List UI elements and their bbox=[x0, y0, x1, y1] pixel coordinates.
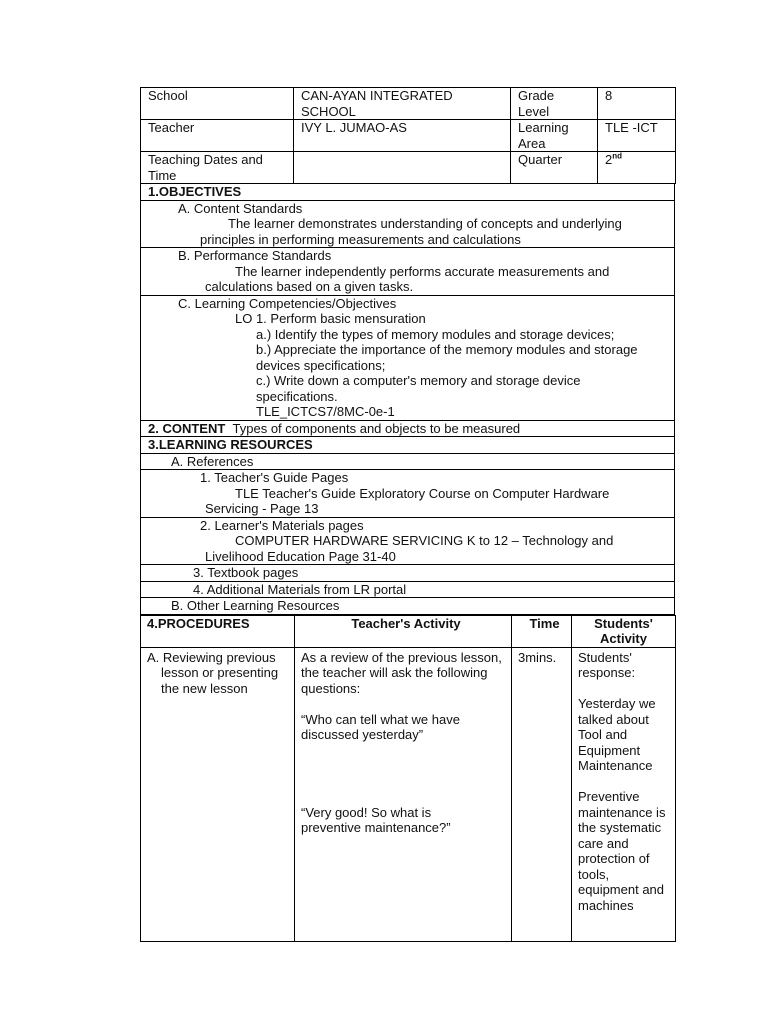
teacher-activity-intro: As a review of the previous lesson, the teacher will ask the following questions: bbox=[301, 649, 502, 696]
procedures-header-row bbox=[141, 615, 676, 647]
student-answer-1: Yesterday we talked about Tool and Equipment Maintenance bbox=[578, 696, 656, 773]
teachers-guide-cell bbox=[141, 470, 675, 518]
teachers-activity-heading: Teacher's Activity bbox=[295, 615, 512, 647]
other-resources: B. Other Learning Resources bbox=[141, 598, 675, 615]
objective-item-c: c.) Write down a computer's memory and storage device specifications. bbox=[256, 373, 581, 404]
procedure-a-label: A. Reviewing previous lesson or presenting the new lesson bbox=[147, 649, 279, 696]
learners-materials-text-2: Livelihood Education Page 31-40 bbox=[205, 548, 396, 564]
student-activity-cell bbox=[572, 647, 676, 941]
references-label: A. References bbox=[141, 453, 675, 470]
objectives-heading: 1.OBJECTIVES bbox=[141, 184, 675, 200]
competencies-cell bbox=[141, 295, 675, 420]
learners-materials-text-1: COMPUTER HARDWARE SERVICING K to 12 – Technology and bbox=[235, 533, 614, 548]
dates-value bbox=[294, 152, 511, 184]
resources-heading: 3.LEARNING RESOURCES bbox=[141, 437, 675, 454]
grade-label: Grade Level bbox=[511, 88, 598, 120]
area-value: TLE -ICT bbox=[598, 120, 676, 152]
time-heading: Time bbox=[512, 615, 572, 647]
additional-materials: 4. Additional Materials from LR portal bbox=[141, 581, 675, 598]
student-answer-2: Preventive maintenance is the systematic care and protection of tools, equipment and machines bbox=[578, 789, 666, 913]
objective-item-b: b.) Appreciate the importance of the memory modules and storage devices specifications; bbox=[256, 342, 638, 373]
procedures-table bbox=[140, 615, 676, 942]
content-label: 2. CONTENT bbox=[148, 420, 226, 436]
lo-heading: LO 1. Perform basic mensuration bbox=[235, 311, 426, 326]
header-table bbox=[140, 87, 676, 184]
time-cell: 3mins. bbox=[512, 647, 572, 941]
quarter-number: 2 bbox=[605, 152, 613, 167]
textbook-pages: 3. Textbook pages bbox=[141, 565, 675, 582]
performance-standards-text-1: The learner independently performs accurate measurements and bbox=[235, 263, 610, 279]
content-standards-cell bbox=[141, 200, 675, 248]
performance-standards-label: B. Performance Standards bbox=[178, 248, 332, 263]
content-standards-text-2: principles in performing measurements and calculations bbox=[200, 231, 521, 247]
teacher-row bbox=[141, 120, 676, 152]
quarter-suffix: nd bbox=[612, 151, 623, 161]
dates-label: Teaching Dates and Time bbox=[141, 152, 294, 184]
content-standards-text-1: The learner demonstrates understanding of concepts and underlying bbox=[228, 216, 622, 231]
content-text: Types of components and objects to be measured bbox=[232, 420, 521, 436]
quarter-value bbox=[598, 152, 676, 184]
content-standards-label: A. Content Standards bbox=[178, 200, 303, 216]
teachers-guide-label: 1. Teacher's Guide Pages bbox=[200, 470, 349, 485]
grade-value: 8 bbox=[598, 88, 676, 120]
school-row bbox=[141, 88, 676, 120]
school-value: CAN-AYAN INTEGRATED SCHOOL bbox=[294, 88, 511, 120]
performance-standards-text-2: calculations based on a given tasks. bbox=[205, 279, 414, 294]
teacher-label: Teacher bbox=[141, 120, 294, 152]
learners-materials-label: 2. Learner's Materials pages bbox=[200, 517, 364, 533]
quarter-label: Quarter bbox=[511, 152, 598, 184]
teacher-value: IVY L. JUMAO-AS bbox=[294, 120, 511, 152]
performance-standards-cell bbox=[141, 248, 675, 296]
content-row bbox=[141, 420, 675, 437]
learners-materials-cell bbox=[141, 517, 675, 565]
teacher-question-1: “Who can tell what we have discussed yesterday” bbox=[301, 711, 460, 742]
competencies-label: C. Learning Competencies/Objectives bbox=[178, 295, 397, 311]
procedures-heading: 4.PROCEDURES bbox=[141, 615, 295, 647]
area-label: Learning Area bbox=[511, 120, 598, 152]
competency-code: TLE_ICTCS7/8MC-0e-1 bbox=[256, 404, 395, 419]
student-response-label: Students' response: bbox=[578, 649, 636, 680]
students-activity-heading: Students' Activity bbox=[572, 615, 676, 647]
body-table bbox=[140, 184, 675, 615]
teacher-activity-cell bbox=[295, 647, 512, 941]
procedure-row-a bbox=[141, 647, 676, 941]
teacher-question-2: “Very good! So what is preventive maintenance?” bbox=[301, 804, 451, 835]
teachers-guide-text-2: Servicing - Page 13 bbox=[205, 501, 319, 516]
objective-item-a: a.) Identify the types of memory modules and storage devices; bbox=[256, 326, 615, 342]
dates-row bbox=[141, 152, 676, 184]
teachers-guide-text-1: TLE Teacher's Guide Exploratory Course on Computer Hardware bbox=[235, 485, 610, 501]
school-label: School bbox=[141, 88, 294, 120]
lesson-plan-document bbox=[140, 87, 675, 942]
procedure-a-cell bbox=[141, 647, 295, 941]
